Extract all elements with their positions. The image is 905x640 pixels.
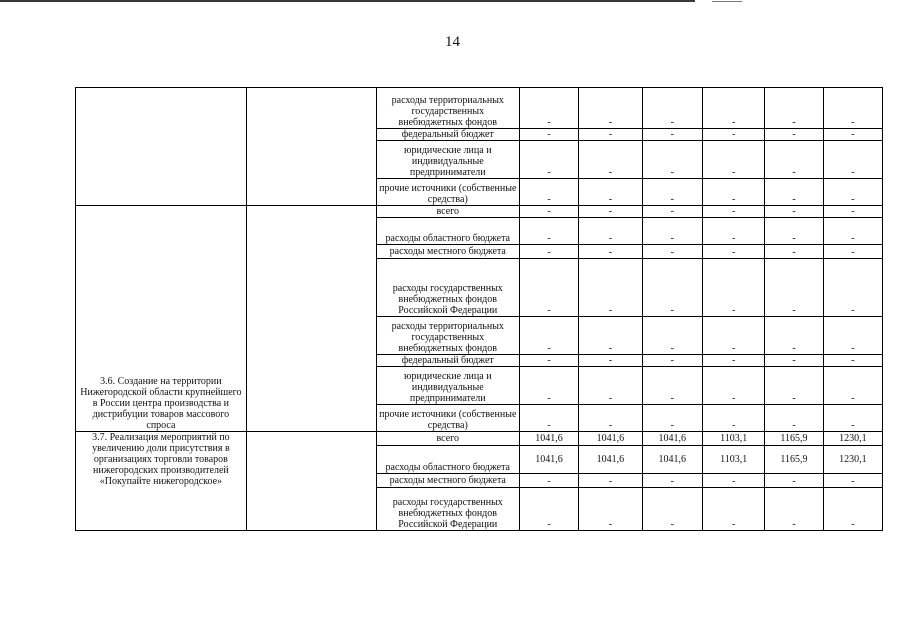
value-cell: - xyxy=(579,367,642,405)
value-cell: - xyxy=(579,405,642,432)
value-cell: - xyxy=(642,367,702,405)
value-cell: - xyxy=(579,141,642,179)
funding-source-cell: расходы территориальных государственных внебюджетных фондов xyxy=(376,88,519,129)
value-cell: - xyxy=(702,245,764,259)
value-cell: - xyxy=(765,367,823,405)
value-cell: - xyxy=(765,129,823,141)
value-cell: - xyxy=(519,141,578,179)
scan-artifact-line xyxy=(0,0,695,2)
value-cell: - xyxy=(579,488,642,531)
value-cell: - xyxy=(823,88,882,129)
funding-source-cell: федеральный бюджет xyxy=(376,129,519,141)
value-cell: - xyxy=(519,367,578,405)
funding-source-cell: всего xyxy=(376,206,519,218)
value-cell: - xyxy=(642,488,702,531)
value-cell: - xyxy=(765,474,823,488)
value-cell: 1165,9 xyxy=(765,432,823,446)
value-cell: - xyxy=(519,206,578,218)
funding-source-cell: расходы местного бюджета xyxy=(376,474,519,488)
funding-source-cell: расходы местного бюджета xyxy=(376,245,519,259)
value-cell: - xyxy=(702,141,764,179)
value-cell: - xyxy=(702,317,764,355)
value-cell: - xyxy=(579,317,642,355)
value-cell: 1103,1 xyxy=(702,446,764,474)
value-cell: - xyxy=(823,405,882,432)
value-cell: - xyxy=(823,141,882,179)
value-cell: - xyxy=(519,355,578,367)
funding-source-cell: юридические лица и индивидуальные предприниматели xyxy=(376,367,519,405)
value-cell: - xyxy=(642,206,702,218)
value-cell: - xyxy=(579,355,642,367)
value-cell: - xyxy=(823,218,882,245)
value-cell: - xyxy=(765,317,823,355)
funding-source-cell: расходы областного бюджета xyxy=(376,218,519,245)
value-cell: - xyxy=(519,474,578,488)
funding-source-cell: прочие источники (собственные средства) xyxy=(376,179,519,206)
value-cell: 1041,6 xyxy=(519,432,578,446)
value-cell: 1230,1 xyxy=(823,432,882,446)
value-cell: - xyxy=(702,355,764,367)
value-cell: - xyxy=(702,129,764,141)
value-cell: - xyxy=(765,245,823,259)
value-cell: - xyxy=(579,179,642,206)
value-cell: - xyxy=(702,218,764,245)
funding-source-cell: расходы государственных внебюджетных фондов Российской Федерации xyxy=(376,488,519,531)
value-cell: 1230,1 xyxy=(823,446,882,474)
value-cell: - xyxy=(823,355,882,367)
value-cell: 1041,6 xyxy=(579,446,642,474)
value-cell: - xyxy=(642,474,702,488)
measure-name-cell: 3.7. Реализация мероприятий по увеличению доли присутствия в организациях торговли товаров нижегородских производителей «Покупайте нижегородское» xyxy=(76,432,247,531)
funding-source-cell: федеральный бюджет xyxy=(376,355,519,367)
value-cell: - xyxy=(823,245,882,259)
value-cell: - xyxy=(765,405,823,432)
value-cell: - xyxy=(702,206,764,218)
value-cell: - xyxy=(765,179,823,206)
value-cell: - xyxy=(519,259,578,317)
value-cell: - xyxy=(702,259,764,317)
responsible-cell xyxy=(246,88,376,206)
value-cell: - xyxy=(642,141,702,179)
value-cell: - xyxy=(642,179,702,206)
value-cell: - xyxy=(579,88,642,129)
value-cell: - xyxy=(823,129,882,141)
funding-source-cell: расходы областного бюджета xyxy=(376,446,519,474)
value-cell: 1041,6 xyxy=(579,432,642,446)
value-cell: - xyxy=(765,218,823,245)
value-cell: - xyxy=(823,259,882,317)
funding-source-cell: расходы государственных внебюджетных фондов Российской Федерации xyxy=(376,259,519,317)
funding-source-cell: всего xyxy=(376,432,519,446)
value-cell: - xyxy=(519,129,578,141)
funding-source-cell: прочие источники (собственные средства) xyxy=(376,405,519,432)
value-cell: - xyxy=(823,317,882,355)
value-cell: - xyxy=(823,488,882,531)
measure-name-cell: 3.6. Создание на территории Нижегородской области крупнейшего в России центра производства и дистрибуции товаров массового спроса xyxy=(76,206,247,432)
value-cell: - xyxy=(702,179,764,206)
value-cell: - xyxy=(642,355,702,367)
value-cell: - xyxy=(642,405,702,432)
table-row xyxy=(76,432,883,446)
value-cell: - xyxy=(579,129,642,141)
scan-artifact-line xyxy=(712,1,742,2)
measure-name-cell xyxy=(76,88,247,206)
funding-source-cell: расходы территориальных государственных внебюджетных фондов xyxy=(376,317,519,355)
table-row xyxy=(76,206,883,218)
value-cell: - xyxy=(642,88,702,129)
value-cell: - xyxy=(702,474,764,488)
value-cell: 1041,6 xyxy=(519,446,578,474)
value-cell: - xyxy=(702,88,764,129)
value-cell: 1041,6 xyxy=(642,446,702,474)
value-cell: - xyxy=(519,488,578,531)
value-cell: - xyxy=(642,218,702,245)
value-cell: - xyxy=(642,259,702,317)
value-cell: - xyxy=(765,355,823,367)
value-cell: - xyxy=(765,88,823,129)
value-cell: - xyxy=(579,206,642,218)
value-cell: - xyxy=(765,206,823,218)
value-cell: 1103,1 xyxy=(702,432,764,446)
value-cell: - xyxy=(579,218,642,245)
value-cell: - xyxy=(519,88,578,129)
value-cell: - xyxy=(519,245,578,259)
responsible-cell xyxy=(246,432,376,531)
value-cell: - xyxy=(579,245,642,259)
page-number: 14 xyxy=(445,34,460,50)
value-cell: - xyxy=(765,259,823,317)
value-cell: - xyxy=(702,405,764,432)
table-row xyxy=(76,88,883,129)
value-cell: - xyxy=(823,367,882,405)
value-cell: - xyxy=(519,317,578,355)
value-cell: 1165,9 xyxy=(765,446,823,474)
value-cell: - xyxy=(765,141,823,179)
value-cell: - xyxy=(765,488,823,531)
value-cell: - xyxy=(702,367,764,405)
value-cell: - xyxy=(823,179,882,206)
value-cell: - xyxy=(823,206,882,218)
value-cell: - xyxy=(519,405,578,432)
funding-source-cell: юридические лица и индивидуальные предприниматели xyxy=(376,141,519,179)
value-cell: - xyxy=(702,488,764,531)
value-cell: - xyxy=(519,218,578,245)
value-cell: - xyxy=(642,129,702,141)
value-cell: - xyxy=(823,474,882,488)
value-cell: - xyxy=(642,317,702,355)
value-cell: - xyxy=(579,474,642,488)
budget-table xyxy=(75,87,883,531)
responsible-cell xyxy=(246,206,376,432)
value-cell: - xyxy=(519,179,578,206)
value-cell: 1041,6 xyxy=(642,432,702,446)
value-cell: - xyxy=(579,259,642,317)
value-cell: - xyxy=(642,245,702,259)
